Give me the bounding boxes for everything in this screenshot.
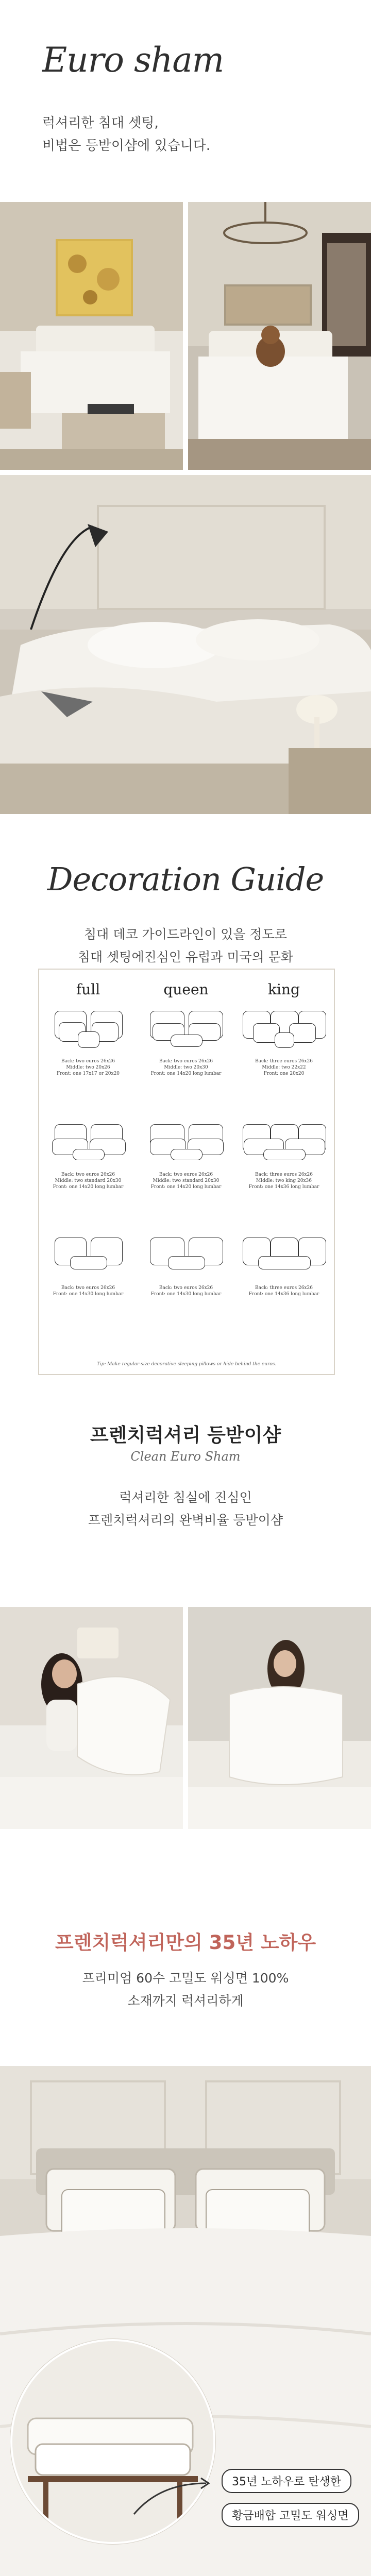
guide-diagram-queen-2 [147,1124,225,1165]
guide-diagram-king-2 [243,1124,325,1165]
knowhow-badge-1: 35년 노하우로 탄생한 [222,2469,351,2493]
euro-sham-line2: 비법은 등받이샴에 있습니다. [42,138,211,154]
guide-caption-king-2: Back: three euros 26x26 Middle: two king 20x36 Front: one 14x36 long lumbar [248,1172,319,1190]
clean-euro-sham-line2: 프렌치럭셔리의 완벽비율 등받이샴 [88,1513,283,1528]
guide-diagram-full-3 [49,1238,127,1279]
guide-diagram-queen-3 [147,1238,225,1279]
bedroom-photo-1 [0,202,183,470]
knowhow-title: 프렌치럭셔리만의 35년 노하우 [55,1931,316,1954]
guide-caption-king-3: Back: three euros 26x26 Front: one 14x36 long lumbar [248,1285,319,1297]
decoration-guide-line2: 침대 셋팅에진심인 유럽과 미국의 문화 [77,950,294,964]
guide-caption-queen-1: Back: two euros 26x26 Middle: two 20x30 Front: one 14x20 long lumbar [150,1059,222,1076]
bedroom-photo-3 [0,475,371,814]
knowhow-badge-2: 황금배합 고밀도 워싱면 [222,2503,359,2527]
clean-euro-sham-line1: 럭셔리한 침실에 진심인 [119,1490,252,1505]
guide-diagram-queen-1 [147,1011,225,1052]
knowhow-line2: 소재까지 럭셔리하게 [127,1993,244,2008]
guide-caption-full-3: Back: two euros 26x26 Front: one 14x30 long lumbar [53,1285,124,1297]
guide-column-queen: queen [163,981,209,998]
curved-arrow-icon [129,2463,216,2524]
decoration-guide-title: Decoration Guide [47,860,324,898]
bedroom-photo-2 [188,202,371,470]
euro-sham-title: Euro sham [42,40,224,80]
guide-tip: Tip: Make regular-size decorative sleeping pillows or hide behind the euros. [96,1362,277,1367]
pillow-guide-chart [38,969,335,1375]
guide-column-full: full [76,981,100,998]
knowhow-line1: 프리미엄 60수 고밀도 워싱면 100% [82,1971,289,1986]
decoration-guide-line1: 침대 데코 가이드라인이 있을 정도로 [83,927,288,942]
guide-diagram-king-3 [243,1238,325,1279]
model-photo-2 [188,1607,371,1829]
guide-caption-queen-3: Back: two euros 26x26 Front: one 14x30 long lumbar [150,1285,222,1297]
model-photo-1 [0,1607,183,1829]
guide-caption-queen-2: Back: two euros 26x26 Middle: two standard 20x30 Front: one 14x20 long lumbar [150,1172,222,1190]
guide-caption-full-2: Back: two euros 26x26 Middle: two standard 20x30 Front: one 14x20 long lumbar [53,1172,124,1190]
clean-euro-sham-title: 프렌치럭셔리 등받이샴 [90,1424,281,1446]
guide-diagram-full-1 [49,1011,127,1052]
guide-diagram-king-1 [243,1011,325,1052]
clean-euro-sham-section [0,1378,371,1896]
knowhow-section [0,1896,371,2576]
clean-euro-sham-subtitle: Clean Euro Sham [130,1449,241,1464]
euro-sham-section [0,0,371,814]
guide-diagram-full-2 [49,1124,127,1165]
guide-caption-king-1: Back: three euros 26x26 Middle: two 22x22 Front: one 20x20 [255,1059,313,1076]
guide-caption-full-1: Back: two euros 26x26 Middle: two 20x26 Front: one 17x17 or 20x20 [56,1059,120,1076]
euro-sham-line1: 럭셔리한 침대 셋팅, [42,115,159,131]
guide-column-king: king [268,981,300,998]
